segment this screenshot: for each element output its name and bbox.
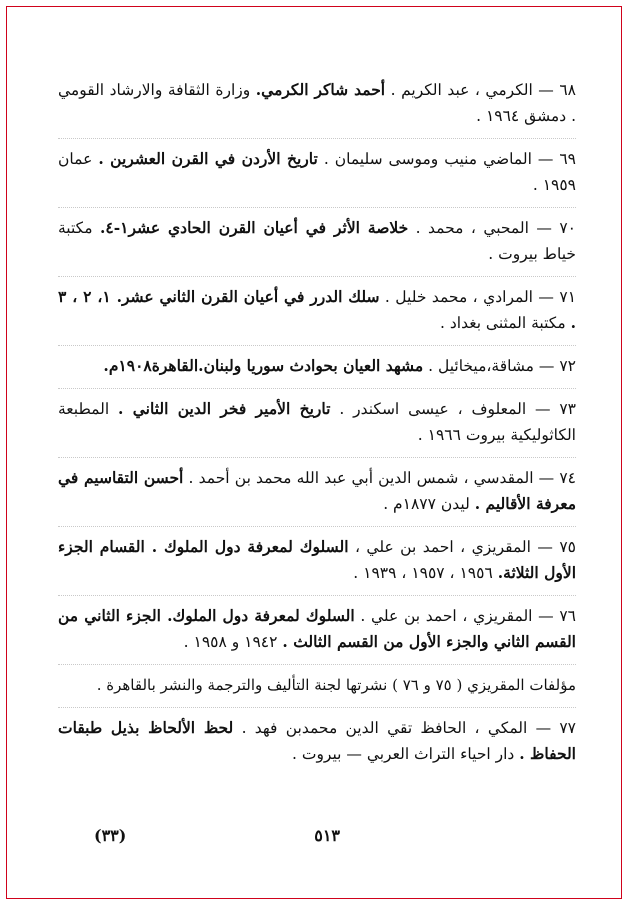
bibliography-entry-74: ٧٤ — المقدسي ، شمس الدين أبي عبد الله محمد بن أحمد . أحسن التقاسيم في معرفة الأقاليم . ليدن ١٨٧٧م . xyxy=(58,458,576,527)
entry-author: مشاقة،ميخائيل . xyxy=(428,357,534,375)
bibliography-entry-73: ٧٣ — المعلوف ، عيسى اسكندر . تاريخ الأمير فخر الدين الثاني . المطبعة الكاثوليكية بيروت ١٩٦٦ . xyxy=(58,389,576,458)
entry-title: تاريخ الأمير فخر الدين الثاني . xyxy=(118,399,331,418)
bibliography-entry-71: ٧١ — المرادي ، محمد خليل . سلك الدرر في أعيان القرن الثاني عشر. ١، ٢ ، ٣ . مكتبة المثنى بغداد . xyxy=(58,277,576,346)
entry-publisher: دار احياء التراث العربي — بيروت . xyxy=(292,745,515,763)
page-number: ٥١٣ xyxy=(314,826,340,845)
entry-author: المقدسي ، شمس الدين أبي عبد الله محمد بن أحمد . xyxy=(188,469,534,487)
entry-author: المحبي ، محمد . xyxy=(415,219,529,237)
entry-number: ٧٦ xyxy=(559,607,576,625)
entry-title: تاريخ الأردن في القرن العشرين . xyxy=(98,149,318,168)
section-number: (٣٣) xyxy=(94,826,127,845)
entry-number: ٧١ xyxy=(559,288,577,306)
entry-author: المرادي ، محمد خليل . xyxy=(384,288,533,306)
entry-number: ٧٥ xyxy=(559,538,577,556)
entry-title: مشهد العيان بحوادث سوريا ولبنان.القاهرة١٩٠٨م. xyxy=(103,356,424,375)
entry-author: المقريزي ، احمد بن علي . xyxy=(360,607,533,625)
entry-publisher: ليدن ١٨٧٧م . xyxy=(383,495,470,513)
entry-publisher: مكتبة خياط بيروت . xyxy=(58,219,576,263)
entry-number: ٧٣ xyxy=(559,400,576,418)
bibliography-note xyxy=(58,665,576,708)
entry-number: ٧٠ xyxy=(559,219,576,237)
entry-publisher: ١٩٤٢ و ١٩٥٨ . xyxy=(183,633,278,651)
entry-author: المعلوف ، عيسى اسكندر . xyxy=(339,400,527,418)
bibliography-entry-70: ٧٠ — المحبي ، محمد . خلاصة الأثر في أعيان القرن الحادي عشر١-٤. مكتبة خياط بيروت . xyxy=(58,208,576,277)
bibliography-entry-69: ٦٩ — الماضي منيب وموسى سليمان . تاريخ الأردن في القرن العشرين . عمان ١٩٥٩ . xyxy=(58,139,576,208)
entry-publisher: مكتبة المثنى بغداد . xyxy=(440,314,566,332)
entry-title: أحسن التقاسيم في معرفة الأقاليم . xyxy=(58,468,576,513)
entry-title: أحمد شاكر الكرمي. xyxy=(255,80,386,99)
bibliography-entry-76: ٧٦ — المقريزي ، احمد بن علي . السلوك لمعرفة دول الملوك. الجزء الثاني من القسم الثاني والجزء الأول من القسم الثالث . ١٩٤٢ و ١٩٥٨ . xyxy=(58,596,576,665)
entry-number: ٧٢ xyxy=(559,357,576,375)
entry-title: خلاصة الأثر في أعيان القرن الحادي عشر١-٤. xyxy=(99,218,409,237)
entry-number: ٧٧ xyxy=(559,719,577,737)
entry-title: لحظ الألحاظ بذيل طبقات الحفاظ . xyxy=(58,718,576,763)
page-footer xyxy=(58,826,576,850)
bibliography-entry-72: ٧٢ — مشاقة،ميخائيل . مشهد العيان بحوادث سوريا ولبنان.القاهرة١٩٠٨م. xyxy=(58,346,576,389)
entry-author: المكي ، الحافظ تقي الدين محمدبن فهد . xyxy=(241,719,528,737)
entry-publisher: المطبعة الكاثوليكية بيروت ١٩٦٦ . xyxy=(58,400,576,444)
entry-title: سلك الدرر في أعيان القرن الثاني عشر. ١، ٢ ، ٣ . xyxy=(58,287,576,332)
entry-number: ٦٨ xyxy=(559,81,576,99)
entry-title: السلوك لمعرفة دول الملوك . القسام الجزء الأول الثلاثة. xyxy=(58,537,576,582)
entry-publisher: ١٩٥٦ ، ١٩٥٧ ، ١٩٣٩ . xyxy=(353,564,493,582)
note-text: مؤلفات المقريزي ( ٧٥ و ٧٦ ) نشرتها لجنة التأليف والترجمة والنشر بالقاهرة . xyxy=(96,676,576,694)
entry-author: المقريزي ، احمد بن علي ، xyxy=(354,538,531,556)
bibliography-entry-77: ٧٧ — المكي ، الحافظ تقي الدين محمدبن فهد . لحظ الألحاظ بذيل طبقات الحفاظ . دار احياء التراث العربي — بيروت . xyxy=(58,718,577,763)
entry-number: ٧٤ xyxy=(559,469,576,487)
entry-number: ٦٩ xyxy=(559,150,576,168)
entry-publisher: عمان ١٩٥٩ . xyxy=(58,150,576,194)
bibliography-entry-68: ٦٨ — الكرمي ، عبد الكريم . أحمد شاكر الكرمي. وزارة الثقافة والارشاد القومي . دمشق ١٩٦٤ . xyxy=(58,70,576,139)
bibliography-list xyxy=(58,70,576,776)
entry-author: الماضي منيب وموسى سليمان . xyxy=(323,150,532,168)
entry-title: السلوك لمعرفة دول الملوك. الجزء الثاني من القسم الثاني والجزء الأول من القسم الثالث . xyxy=(58,606,576,651)
bibliography-entry-75: ٧٥ — المقريزي ، احمد بن علي ، السلوك لمعرفة دول الملوك . القسام الجزء الأول الثلاثة. ١٩٥٦ ، ١٩٥٧ ، ١٩٣٩ . xyxy=(58,527,576,596)
entry-author: الكرمي ، عبد الكريم . xyxy=(390,81,533,99)
entry-publisher: وزارة الثقافة والارشاد القومي . دمشق ١٩٦٤ . xyxy=(58,81,576,125)
